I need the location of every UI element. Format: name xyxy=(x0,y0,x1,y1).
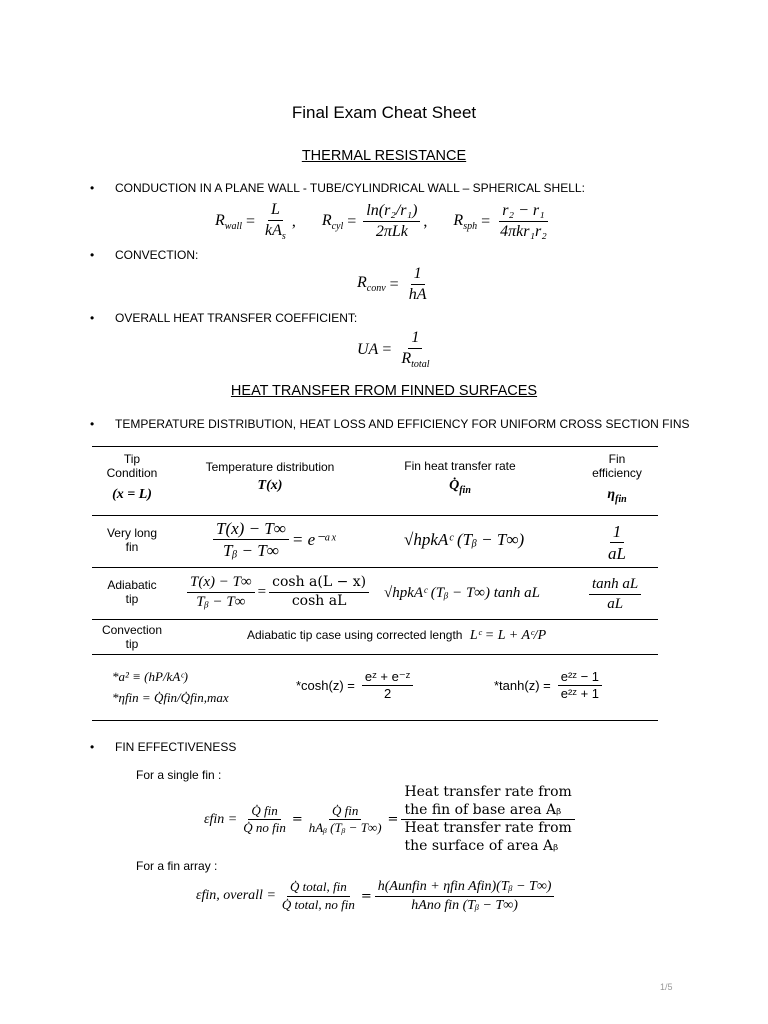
header-temperature-distribution: Temperature distribution T(x) xyxy=(205,460,335,493)
r-sph-lhs: $R_{sph}$ xyxy=(453,211,478,232)
r-conv-fraction: $\frac{1}{hA}$ xyxy=(408,265,427,303)
section-heading-finned-surfaces: HEAT TRANSFER FROM FINNED SURFACES xyxy=(230,383,538,399)
overall-coefficient-equation: UA = $\frac{1}{R_{total}}$ xyxy=(357,328,435,372)
convection-equation: $R_{conv}$ = $\frac{1}{hA}$ xyxy=(357,264,432,305)
row-condition-very-long-fin: Very long fin xyxy=(106,526,158,555)
table-rule-bottom xyxy=(92,720,658,721)
table-rule-top xyxy=(92,446,658,447)
temp-distribution-adiabatic-tip: $\frac{T(x) - T\infty}{\text{Tᵦ − T∞}}$ = $\frac{\text{cosh a(L − x)}}{\text{cosh aL}}$ xyxy=(184,573,372,612)
bullet-symbol: • xyxy=(90,740,95,754)
r-cyl-lhs: $R_{cyl}$ xyxy=(321,211,344,232)
row-condition-adiabatic-tip: Adiabatic tip xyxy=(107,578,157,607)
footnote-eta: *ηfin = Q̇fin/Q̇fin,max xyxy=(112,690,229,705)
conduction-equations: $R_{wall}$ = $\frac{L}{kA_s}$ , $R_{cyl}$ = $\frac{\text{ln(r₂/r₁)}}{\text{2πLk}}$ , $R_{sph}$ = $\frac{\text{r₂ − r₁}}{\text{4πkr₁r₂}}$ xyxy=(215,200,595,244)
single-fin-label: For a single fin : xyxy=(136,768,222,782)
ua-fraction: $\frac{1}{R_{total}}$ xyxy=(401,329,430,371)
rate-adiabatic-tip: √hpkAᶜ (Tᵦ − T∞) tanh aL xyxy=(384,585,541,601)
bullet-symbol: • xyxy=(90,248,95,262)
table-rule xyxy=(92,654,658,655)
page-number: 1/5 xyxy=(660,982,673,992)
fin-array-label: For a fin array : xyxy=(136,859,218,873)
bullet-symbol: • xyxy=(90,311,95,325)
bullet-temperature-distribution: TEMPERATURE DISTRIBUTION, HEAT LOSS AND EFFICIENCY FOR UNIFORM CROSS SECTION FINS xyxy=(115,417,690,431)
bullet-fin-effectiveness: FIN EFFECTIVENESS xyxy=(115,740,237,754)
bullet-symbol: • xyxy=(90,417,95,431)
rate-very-long-fin: √hpkAᶜ (Tᵦ − T∞) xyxy=(404,530,525,549)
footnote-tanh: *tanh(z) = $\frac{\text{e²ᶻ − 1}}{\text{e²ᶻ + 1}}$ xyxy=(494,669,605,703)
header-fin-efficiency: Fin efficiency $\eta_{fin}$ xyxy=(592,452,642,505)
footnote-a-squared: *a² ≡ (hP/kAᶜ) xyxy=(112,669,189,684)
temp-distribution-very-long-fin: $\frac{T(x) - T\infty}{\text{Tᵦ − T∞}}$ = e⁻ᵃˣ xyxy=(210,518,336,562)
section-heading-thermal-resistance: THERMAL RESISTANCE xyxy=(301,148,467,164)
r-wall-fraction: $\frac{L}{kA_s}$ xyxy=(265,201,286,243)
bullet-conduction: CONDUCTION IN A PLANE WALL - TUBE/CYLINDRICAL WALL – SPHERICAL SHELL: xyxy=(115,181,585,195)
efficiency-adiabatic-tip: $\frac{\text{tanh aL}}{aL}$ xyxy=(586,575,644,614)
footnote-cosh: *cosh(z) = $\frac{\text{eᶻ + e⁻ᶻ}}{2}$ xyxy=(296,669,416,703)
bullet-convection: CONVECTION: xyxy=(115,248,199,262)
table-rule xyxy=(92,515,658,516)
row-condition-convection-tip: Convection tip xyxy=(101,623,163,652)
table-rule xyxy=(92,567,658,568)
r-sph-fraction: $\frac{\text{r₂ − r₁}}{\text{4πkr₁r₂}}$ xyxy=(500,202,547,241)
r-cyl-fraction: $\frac{\text{ln(r₂/r₁)}}{\text{2πLk}}$ xyxy=(363,201,420,242)
fin-array-effectiveness-equation: εfin, overall = $\frac{\text{Q̇ total, fin}}{\text{Q̇ total, no fin}}$ = $\frac{\text{h(Aunfin + ηfin Afin)(Tᵦ − T∞)}}{\text{hAno fin (Tᵦ − T∞)}}$ xyxy=(196,878,557,914)
efficiency-very-long-fin: $\frac{1}{aL}$ xyxy=(608,522,626,564)
single-fin-effectiveness-equation: εfin = $\frac{\text{Q̇ fin}}{\text{Q̇ no fin}}$ = $\frac{\text{Q̇ fin}}{\text{hAᵦ (Tᵦ − T∞)}}$ = Heat transfer rate from the fin of base area Aᵦ Heat transfer rate from the surface of area Aᵦ xyxy=(204,784,578,855)
header-tip-condition: Tip Condition (x = L) xyxy=(106,452,158,502)
table-rule xyxy=(92,619,658,620)
r-wall-lhs: $R_{wall}$ xyxy=(215,211,243,232)
bullet-overall-coefficient: OVERALL HEAT TRANSFER COEFFICIENT: xyxy=(115,311,358,325)
bullet-symbol: • xyxy=(90,181,95,195)
convection-tip-note: Adiabatic tip case using corrected length Lᶜ = L + Aᶜ/P xyxy=(247,628,547,643)
page-title: Final Exam Cheat Sheet xyxy=(291,103,477,122)
header-fin-heat-transfer-rate: Fin heat transfer rate $Q̇_{fin}$ xyxy=(404,459,516,496)
